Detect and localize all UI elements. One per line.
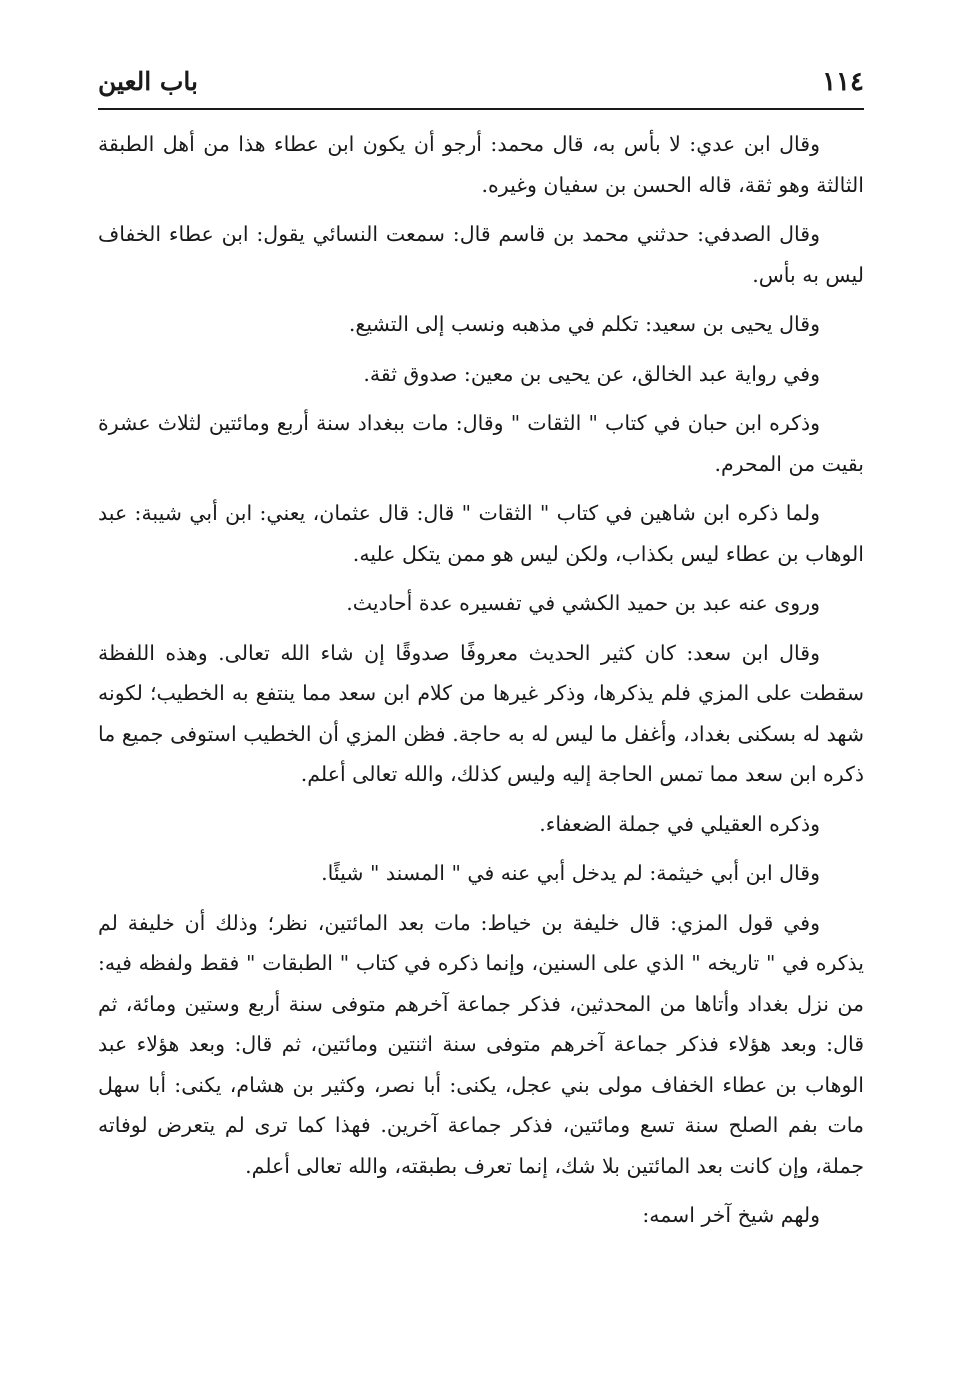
- paragraph: ولهم شيخ آخر اسمه:: [642, 1203, 820, 1227]
- paragraph: وقال ابن سعد: كان كثير الحديث معروفًا صدوقًا إن شاء الله تعالى. وهذه اللفظة سقطت على المزي فلم يذكرها، وذكر غيرها من كلام ابن سعد مما ينتفع به الخطيب؛ لكونه شهد له بسكنى بغداد، وأغفل ما ليس له به حاجة. فظن المزي أن الخطيب استوفى جميع ما ذكره ابن سعد مما تمس الحاجة إليه وليس كذلك، والله تعالى أعلم.: [98, 640, 864, 786]
- paragraph: وذكره العقيلي في جملة الضعفاء.: [539, 811, 820, 836]
- paragraph: وقال ابن أبي خيثمة: لم يدخل أبي عنه في " المسند " شيئًا.: [321, 861, 820, 885]
- paragraph: وقال يحيى بن سعيد: تكلم في مذهبه ونسب إلى التشيع.: [348, 312, 820, 336]
- page-number: ١١٤: [822, 67, 864, 97]
- chapter-title: باب العين: [98, 67, 199, 96]
- paragraph: وفي قول المزي: قال خليفة بن خياط: مات بعد المائتين، نظر؛ وذلك أن خليفة لم يذكره في " تاريخه " الذي على السنين، وإنما ذكره في كتاب " الطبقات " فقط ولفظه فيه: من نزل بغداد وأتاها من المحدثين، فذكر جماعة آخرهم متوفى سنة أربع وستين ومائة، ثم قال: وبعد هؤلاء فذكر جماعة آخرهم متوفى سنة اثنتين ومائتين، ثم قال: وبعد هؤلاء عبد الوهاب بن عطاء الخفاف مولى بني عجل، يكنى: أبا نصر، وكثير بن هشام، يكنى: أبا سهل مات بفم الصلح سنة تسع ومائتين، فذكر جماعة آخرين. فهذا كما ترى لم يتعرض لوفاته جملة، وإن كانت بعد المائتين بلا شك، إنما تعرف بطبقته، والله تعالى أعلم.: [98, 910, 864, 1178]
- paragraph: وذكره ابن حبان في كتاب " الثقات " وقال: مات ببغداد سنة أربع ومائتين لثلاث عشرة بقيت من المحرم.: [98, 411, 864, 476]
- header-divider: [98, 108, 864, 110]
- paragraph: وقال الصدفي: حدثني محمد بن قاسم قال: سمعت النسائي يقول: ابن عطاء الخفاف ليس به بأس.: [98, 222, 864, 287]
- paragraph: وفي رواية عبد الخالق، عن يحيى بن معين: صدوق ثقة.: [363, 361, 820, 386]
- body-text: [98, 124, 864, 1236]
- paragraph: وروى عنه عبد بن حميد الكشي في تفسيره عدة أحاديث.: [346, 591, 820, 615]
- paragraph: ولما ذكره ابن شاهين في كتاب " الثقات " قال: قال عثمان، يعني: ابن أبي شيبة: عبد الوهاب بن عطاء ليس بكذاب، ولكن ليس هو ممن يتكل عليه.: [98, 501, 864, 566]
- paragraph: وقال ابن عدي: لا بأس به، قال محمد: أرجو أن يكون ابن عطاء هذا من أهل الطبقة الثالثة وهو ثقة، قاله الحسن بن سفيان وغيره.: [98, 132, 864, 197]
- page-header: [98, 62, 864, 106]
